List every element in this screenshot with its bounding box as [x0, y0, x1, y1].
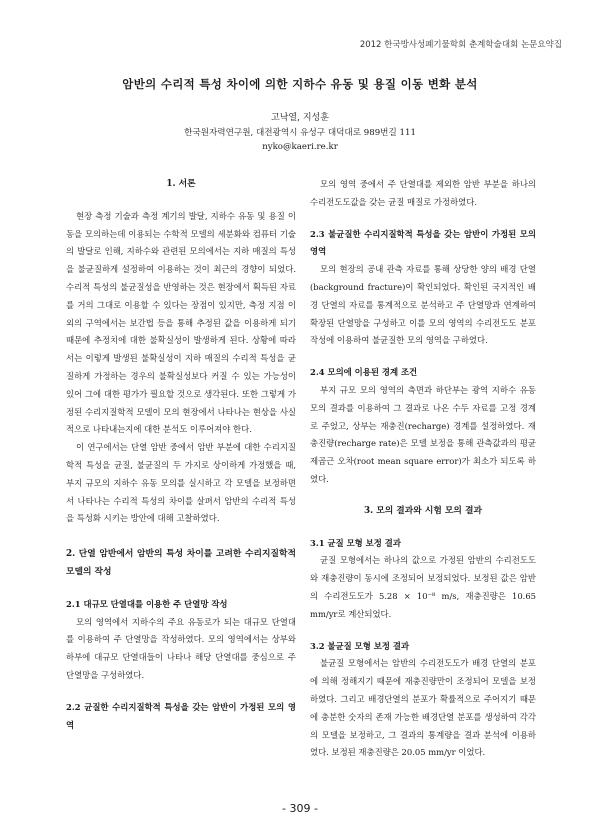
section-2-2-paragraph: 모의 영역 중에서 주 단열대를 제외한 암반 부분을 하나의 수리전도도값을 갖는 균질 매질로 가정하였다. — [310, 179, 536, 207]
section-2-4-title: 2.4 모의에 이용된 경계 조건 — [310, 367, 418, 378]
section-3-1-paragraph: 균질 모형에서는 하나의 값으로 가정된 암반의 수리전도도와 재충진량이 동시에 조정되어 보정되었다. 보정된 값은 암반의 수리전도도가 5.28 × 10⁻⁸ m/s, 재충진량은 10.65 mm/yr로 계산되었다. — [310, 555, 536, 619]
section-3-2-title: 3.2 불균질 모형 보정 결과 — [310, 640, 410, 651]
section-2-3-title: 2.3 불균질한 수리지질학적 특성을 갖는 암반이 가정된 모의 영역 — [310, 228, 536, 257]
section-3-title: 3. 모의 결과와 시험 모의 결과 — [364, 505, 482, 516]
section-1-title: 1. 서론 — [166, 179, 196, 189]
section-3-1-title: 3.1 균질 모형 보정 결과 — [310, 537, 401, 548]
authors: 고낙열, 지성훈 — [271, 113, 329, 123]
running-header: 2012 한국방사성폐기물학회 춘계학술대회 논문요약집 — [359, 40, 562, 50]
right-column — [310, 176, 536, 762]
paper-title: 암반의 수리적 특성 차이에 의한 지하수 유동 및 용질 이동 변화 분석 — [122, 77, 478, 91]
section-1-paragraph-1: 현장 측정 기술과 측정 계기의 발달, 지하수 유동 및 용질 이동을 모의하는데 이용되는 수학적 모델의 세분화와 컴퓨터 기술의 발달로 인해, 지하수와 관련된 모의에서는 지하 매질의 특성을 불균질하게 설정하여 이용하는 것이 최근의 경향이 되었다. 수리적 특성의 불균질성을 반영하는 것은 현장에서 획득된 자료를 거의 그대로 이용할 수 있다는 장점이 있지만, 측정 지점 이외의 구역에서는 보간법 등을 통해 추정된 값을 이용하게 되기 때문에 추정치에 대한 불확실성이 발생하게 된다. 상황에 따라서는 이렇게 발생된 불확실성이 지하 매질의 수리적 특성을 균질하게 가정하는 경우의 불확실성보다 커질 수 있는 가능성이 있어 그에 대한 평가가 필요할 것으로 생각된다. 또한 그렇게 가정된 수리지질학적 모델이 모의 현장에서 나타나는 현상을 사실적으로 나타내는지에 대한 분석도 이루어져야 한다. — [66, 210, 296, 435]
section-2-1-paragraph: 모의 영역에서 지하수의 주요 유동로가 되는 대규모 단열대를 이용하여 주 단열망을 작성하였다. 모의 영역에서는 상부와 하부에 대규모 단열대들이 나타나 해당 단열대를 중심으로 주 단열망을 구성하였다. — [66, 616, 296, 680]
section-1-paragraph-2: 이 연구에서는 단열 암반 중에서 암반 부분에 대한 수리지질학적 특성을 균질, 불균질의 두 가지로 상이하게 가정했을 때, 부지 규모의 지하수 유동 모의를 실시하고 각 모델을 보정하면서 나타나는 수리적 특성의 차이를 살펴서 암반의 수리적 특성을 특성화 시키는 방안에 대해 고찰하였다. — [66, 442, 296, 524]
email: nyko@kaeri.re.kr — [262, 142, 338, 152]
page-number: - 309 - — [282, 802, 318, 815]
section-3-2-paragraph: 불균질 모형에서는 암반의 수리전도도가 배경 단열의 분포에 의해 정해지기 때문에 재충진량만이 조정되어 모델을 보정하였다. 그리고 배경단열의 분포가 확률적으로 주어지기 때문에 충분한 숫자의 존재 가능한 배경단열 분포를 생성하여 각각의 모델을 보정하고, 그 결과의 통계량을 결과 분석에 이용하였다. 보정된 재충진량은 20.05 mm/yr 이었다. — [310, 658, 536, 758]
left-column — [66, 176, 296, 734]
affiliation: 한국원자력연구원, 대전광역시 유성구 대덕대로 989번길 111 — [184, 128, 416, 138]
section-2-4-paragraph: 부지 규모 모의 영역의 측면과 하단부는 광역 지하수 유동 모의 결과를 이용하여 그 결과로 나온 수두 자료를 고정 경계로 주었고, 상부는 재충진(recharge) 경계를 설정하였다. 재충진량(recharge rate)은 모델 보정을 통해 관측값과의 평균 제곱근 오차(root mean square error)가 최소가 되도록 하였다. — [310, 384, 536, 484]
section-2-2-title: 2.2 균질한 수리지질학적 특성을 갖는 암반이 가정된 모의 영역 — [66, 701, 296, 730]
section-2-3-paragraph: 모의 현장의 공내 관측 자료를 통해 상당한 양의 배경 단열(background fracture)이 확인되었다. 확인된 국지적인 배경 단열의 자료를 통계적으로 분석하고 주 단열망과 연계하여 확장된 단열망을 구성하고 이를 모의 영역의 수리전도도 분포 작성에 이용하여 불균질한 모의 영역을 구하였다. — [310, 264, 536, 346]
section-2-1-title: 2.1 대규모 단열대를 이용한 주 단열망 작성 — [66, 598, 228, 609]
section-2-title: 2. 단열 암반에서 암반의 특성 차이를 고려한 수리지질학적 모델의 작성 — [66, 549, 296, 577]
